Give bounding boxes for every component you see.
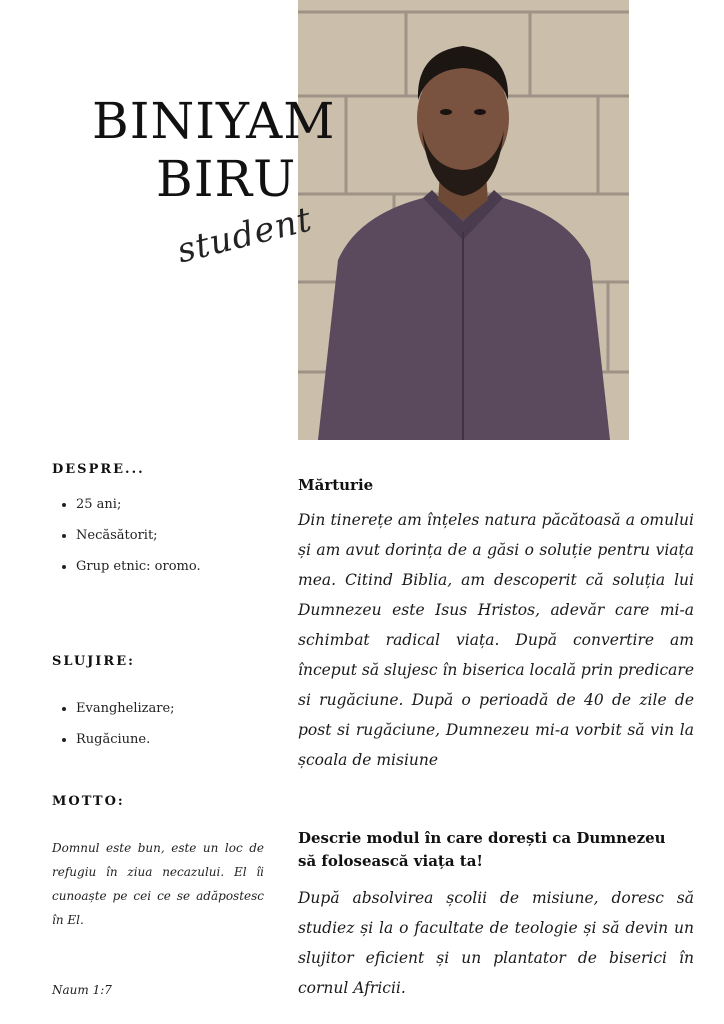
motto-section	[52, 794, 272, 809]
portrait-photo	[298, 0, 629, 440]
name-last: BIRU	[156, 150, 297, 208]
slujire-heading: SLUJIRE:	[52, 654, 135, 669]
portrait-illustration	[298, 0, 629, 440]
slujire-list	[52, 693, 272, 755]
motto-heading: MOTTO:	[52, 794, 125, 809]
person-name	[92, 92, 392, 208]
motto-text: Domnul este bun, este un loc de refugiu în ziua necazului. El îi cunoaște pe cei ce se adăpostesc în El.	[52, 841, 264, 927]
marturie-heading: Mărturie	[298, 476, 374, 494]
despre-list	[52, 489, 272, 582]
dorinta-heading-line1: Descrie modul în care dorești ca Dumnezeu	[298, 829, 666, 847]
list-item: • Evanghelizare;	[76, 693, 272, 724]
role-label: student	[173, 199, 317, 272]
slujire-section	[52, 654, 272, 755]
dorinta-text: După absolvirea școlii de misiune, doresc să studiez și la o facultate de teologie și să devin un slujitor eficient și un plantator de biserici în cornul Africii.	[298, 889, 694, 997]
dorinta-heading	[298, 827, 694, 873]
marturie-text: Din tinerețe am înțeles natura păcătoasă a omului și am avut dorința de a găsi o soluție pentru viața mea. Citind Biblia, am descoperit că soluția lui Dumnezeu este Isus Hristos, adevăr care mi-a schimbat radical viața. După convertire am început să slujesc în biserica locală prin predicare si rugăciune. După o perioadă de 40 de zile de post si rugăciune, Dumnezeu mi-a vorbit să vin la școala de misiune	[298, 511, 694, 769]
motto-reference: Naum 1:7	[52, 983, 112, 997]
list-item: • Necăsătorit;	[76, 520, 272, 551]
list-item: • 25 ani;	[76, 489, 272, 520]
dorinta-section	[298, 827, 694, 1003]
name-first: BINIYAM	[92, 92, 336, 150]
list-item: • Rugăciune.	[76, 724, 272, 755]
dorinta-heading-line2: să folosească viața ta!	[298, 852, 484, 870]
list-item: • Grup etnic: oromo.	[76, 551, 272, 582]
marturie-section	[298, 474, 694, 775]
despre-section	[52, 462, 272, 582]
despre-heading: DESPRE...	[52, 462, 145, 477]
